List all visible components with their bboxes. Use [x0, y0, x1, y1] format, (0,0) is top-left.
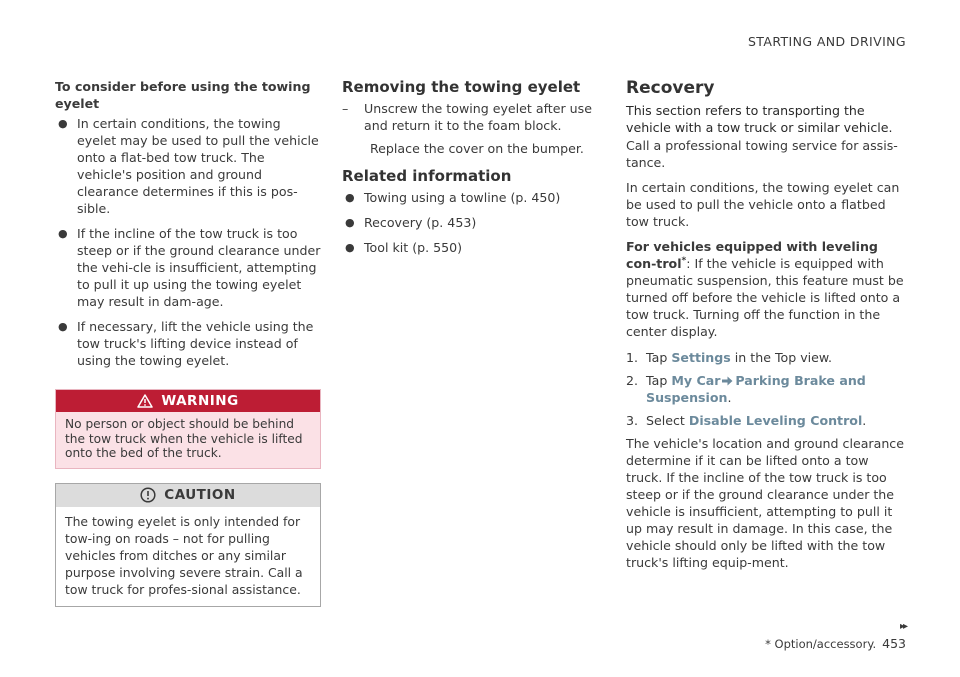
column-towing-considerations	[55, 78, 321, 607]
dash-marker: –	[342, 101, 349, 116]
leveling-steps	[626, 349, 908, 429]
section-header: STARTING AND DRIVING	[747, 34, 906, 49]
ui-label-my-car: My Car	[671, 373, 721, 388]
step-note: Replace the cover on the bumper.	[370, 141, 584, 156]
caution-title: CAUTION	[164, 487, 236, 503]
footnote-option: * Option/accessory.	[765, 637, 877, 651]
heading-consider: To consider before using the towing eyelet	[55, 79, 311, 111]
heading-recovery: Recovery	[626, 78, 715, 98]
heading-removing: Removing the towing eyelet	[342, 78, 581, 96]
list-item: 3. Select Disable Leveling Control.	[626, 413, 867, 428]
warning-title: WARNING	[161, 393, 239, 409]
list-item: ● If the incline of the tow truck is too steep or if the ground clearance under the vehi-cle is insufficient, attempting to pull it up using the towing eyelet may result in dam-age.	[58, 226, 321, 309]
leveling-lead: For vehicles equipped with leveling con-trol	[626, 239, 878, 271]
recovery-leveling	[626, 238, 908, 340]
recovery-p1: Call a professional towing service for assis-tance.	[626, 138, 898, 170]
arrow-right-icon	[722, 376, 733, 386]
recovery-p3: The vehicle's location and ground clearance determine if it can be lifted onto a tow truck. If the incline of the tow truck is too steep or if the ground clearance under the vehicle is insufficient, attempting to pull it up may result in damage. In this case, the vehicle should only be lifted with the tow truck's lifting equip-ment.	[626, 436, 904, 570]
warning-text: No person or object should be behind the tow truck when the vehicle is lifted onto the bed of the truck.	[56, 412, 320, 468]
bullet-list-considerations	[55, 115, 321, 369]
related-link-toolkit[interactable]: ● Tool kit (p. 550)	[345, 240, 463, 255]
column-recovery	[626, 78, 908, 571]
warning-box	[55, 389, 321, 469]
caution-box	[55, 483, 321, 607]
list-item: ● In certain conditions, the towing eyelet may be used to pull the vehicle onto a flat-bed tow truck. The vehicle's position and ground clearance determines if this is pos-sible.	[58, 116, 319, 216]
bullet-icon: ●	[345, 241, 355, 254]
ui-label-settings: Settings	[671, 350, 731, 365]
warning-triangle-icon	[137, 394, 153, 408]
bullet-icon: ●	[58, 320, 68, 333]
related-links	[342, 189, 604, 256]
list-item: – Unscrew the towing eyelet after use and return it to the foam block.	[342, 101, 592, 133]
list-item: 1. Tap Settings in the Top view.	[626, 350, 833, 365]
leveling-text: : If the vehicle is equipped with pneumatic suspension, this feature must be turned off before the vehicle is lifted onto a tow truck. Turning off the function in the center display.	[626, 256, 904, 339]
bullet-icon: ●	[345, 216, 355, 229]
heading-related: Related information	[342, 167, 512, 185]
bullet-icon: ●	[58, 117, 68, 130]
caution-header	[56, 484, 320, 507]
list-item: ● If necessary, lift the vehicle using the tow truck's lifting device instead of using the towing eyelet.	[58, 319, 314, 368]
list-item: 2. Tap My Car Parking Brake and Suspension.	[626, 373, 866, 405]
ui-label-disable-leveling: Disable Leveling Control	[688, 413, 863, 428]
recovery-p2: In certain conditions, the towing eyelet can be used to pull the vehicle onto a flatbed tow truck.	[626, 180, 900, 229]
related-link-recovery[interactable]: ● Recovery (p. 453)	[345, 215, 477, 230]
related-link-towline[interactable]: ● Towing using a towline (p. 450)	[345, 190, 561, 205]
column-removing-eyelet	[342, 78, 604, 264]
caution-exclamation-icon	[140, 487, 156, 503]
caution-text: The towing eyelet is only intended for tow-ing on roads – not for pulling vehicles from ditches or any similar purpose involving severe strain. Call a tow truck for profes-sional assistance.	[56, 507, 320, 606]
ui-label-parking-brake: Parking Brake and Suspension	[646, 373, 866, 405]
continue-arrows-icon: ▸▸	[899, 621, 906, 632]
page-footer	[765, 636, 906, 651]
warning-header	[56, 390, 320, 412]
recovery-intro: This section refers to transporting the vehicle with a tow truck or similar vehicle.	[626, 103, 893, 135]
bullet-icon: ●	[345, 191, 355, 204]
bullet-icon: ●	[58, 227, 68, 240]
page-number: 453	[882, 636, 906, 651]
step-list	[342, 100, 604, 134]
option-asterisk: *	[681, 255, 687, 266]
